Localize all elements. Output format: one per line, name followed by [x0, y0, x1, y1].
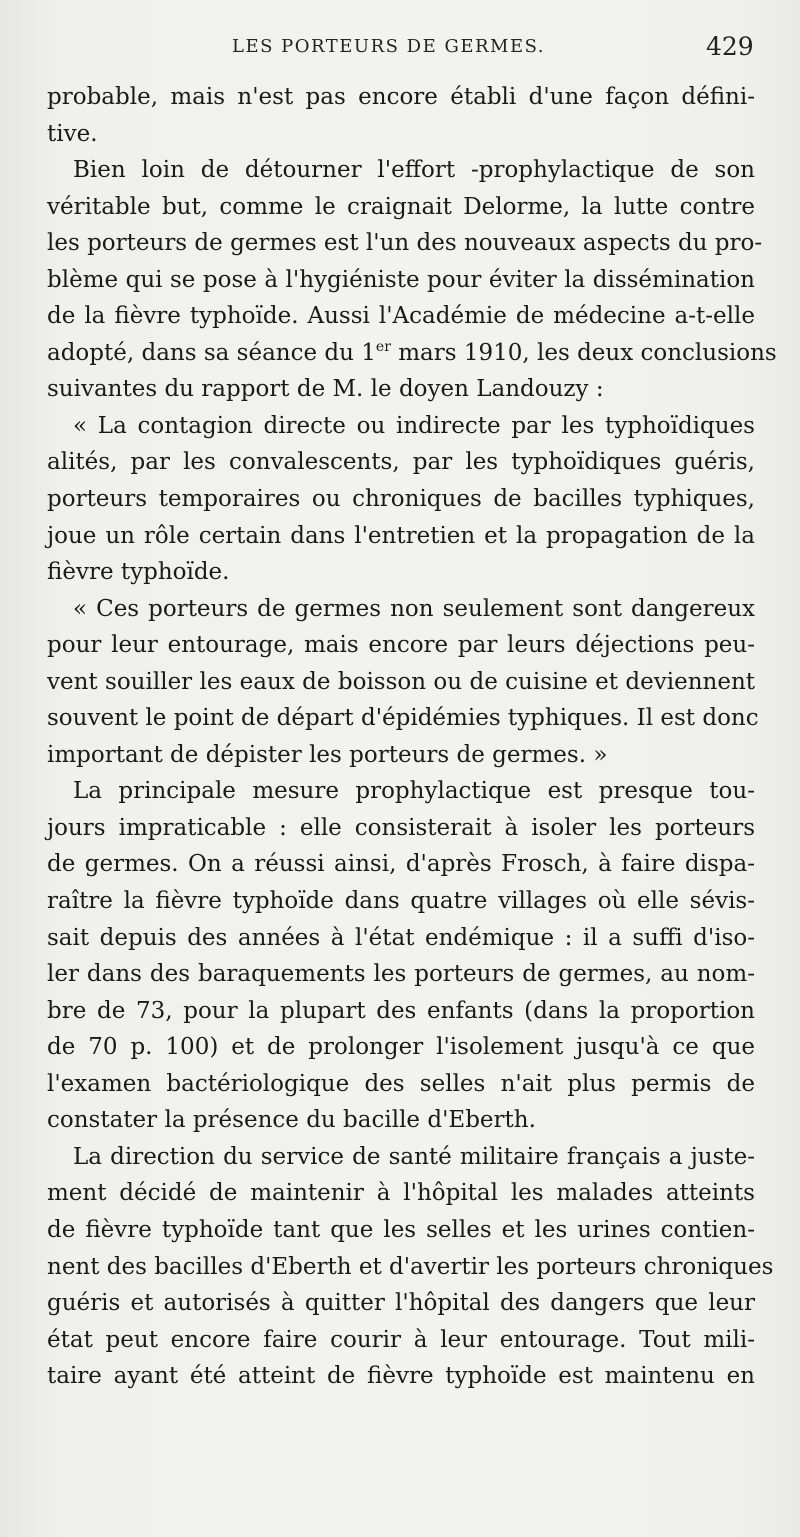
text-line: raître la fièvre typhoïde dans quatre villages où elle sévis-: [47, 888, 755, 915]
text-line: guéris et autorisés à quitter l'hôpital des dangers que leur: [47, 1290, 755, 1317]
text-line: état peut encore faire courir à leur entourage. Tout mili-: [47, 1326, 755, 1353]
text-line: tive.: [47, 120, 98, 147]
text-line: bre de 73, pour la plupart des enfants (dans la proportion: [47, 997, 755, 1024]
text-line: de germes. On a réussi ainsi, d'après Frosch, à faire dispa-: [47, 851, 755, 878]
quote-line: porteurs temporaires ou chroniques de bacilles typhiques,: [47, 486, 755, 513]
text-line: constater la présence du bacille d'Eberth.: [47, 1107, 536, 1134]
text-line: taire ayant été atteint de fièvre typhoïde est maintenu en: [47, 1363, 755, 1390]
text-line: les porteurs de germes est l'un des nouveaux aspects du pro-: [47, 230, 763, 257]
text-line: La direction du service de santé militaire français a juste-: [73, 1143, 755, 1170]
quote-line: « La contagion directe ou indirecte par les typhoïdiques: [73, 412, 755, 439]
text-line-with-superscript: [47, 335, 777, 372]
quote-line: souvent le point de départ d'épidémies typhiques. Il est donc: [47, 705, 759, 732]
text-line: l'examen bactériologique des selles n'ait plus permis de: [47, 1070, 755, 1097]
text-line: véritable but, comme le craignait Delorme, la lutte contre: [47, 193, 755, 220]
text-line: La principale mesure prophylactique est presque tou-: [73, 778, 755, 805]
line-segment: mars 1910, les deux conclusions: [390, 339, 777, 366]
text-line: jours impraticable : elle consisterait à isoler les porteurs: [47, 814, 755, 841]
quote-line: important de dépister les porteurs de germes. »: [47, 741, 608, 768]
text-line: de fièvre typhoïde tant que les selles et les urines contien-: [47, 1216, 755, 1243]
body-text: [47, 79, 777, 1395]
text-line: ment décidé de maintenir à l'hôpital les malades atteints: [47, 1180, 755, 1207]
text-line: Bien loin de détourner l'effort -prophylactique de son: [73, 157, 755, 184]
quote-line: « Ces porteurs de germes non seulement sont dangereux: [73, 595, 755, 622]
quote-line: joue un rôle certain dans l'entretien et la propagation de la: [47, 522, 755, 549]
quote-line: pour leur entourage, mais encore par leurs déjections peu-: [47, 632, 755, 659]
quote-line: vent souiller les eaux de boisson ou de cuisine et deviennent: [47, 668, 755, 695]
quote-line: alités, par les convalescents, par les typhoïdiques guéris,: [47, 449, 755, 476]
line-segment: adopté, dans sa séance du 1: [47, 339, 376, 366]
text-line: probable, mais n'est pas encore établi d'une façon défini-: [47, 84, 755, 110]
text-line: de 70 p. 100) et de prolonger l'isolement jusqu'à ce que: [47, 1034, 755, 1061]
text-line: blème qui se pose à l'hygiéniste pour éviter la dissémination: [47, 266, 755, 293]
page-header: [0, 32, 800, 76]
text-line: de la fièvre typhoïde. Aussi l'Académie de médecine a-t-elle: [47, 303, 755, 330]
text-line: suivantes du rapport de M. le doyen Landouzy :: [47, 376, 604, 403]
page-number: 429: [706, 32, 754, 61]
running-head: LES PORTEURS DE GERMES.: [232, 36, 546, 57]
text-line: ler dans des baraquements les porteurs de germes, au nom-: [47, 961, 755, 988]
ordinal-superscript: er: [375, 338, 391, 355]
text-line: sait depuis des années à l'état endémique : il a suffi d'iso-: [47, 924, 755, 951]
quote-line: fièvre typhoïde.: [47, 559, 230, 586]
text-line: nent des bacilles d'Eberth et d'avertir les porteurs chroniques: [47, 1253, 774, 1280]
